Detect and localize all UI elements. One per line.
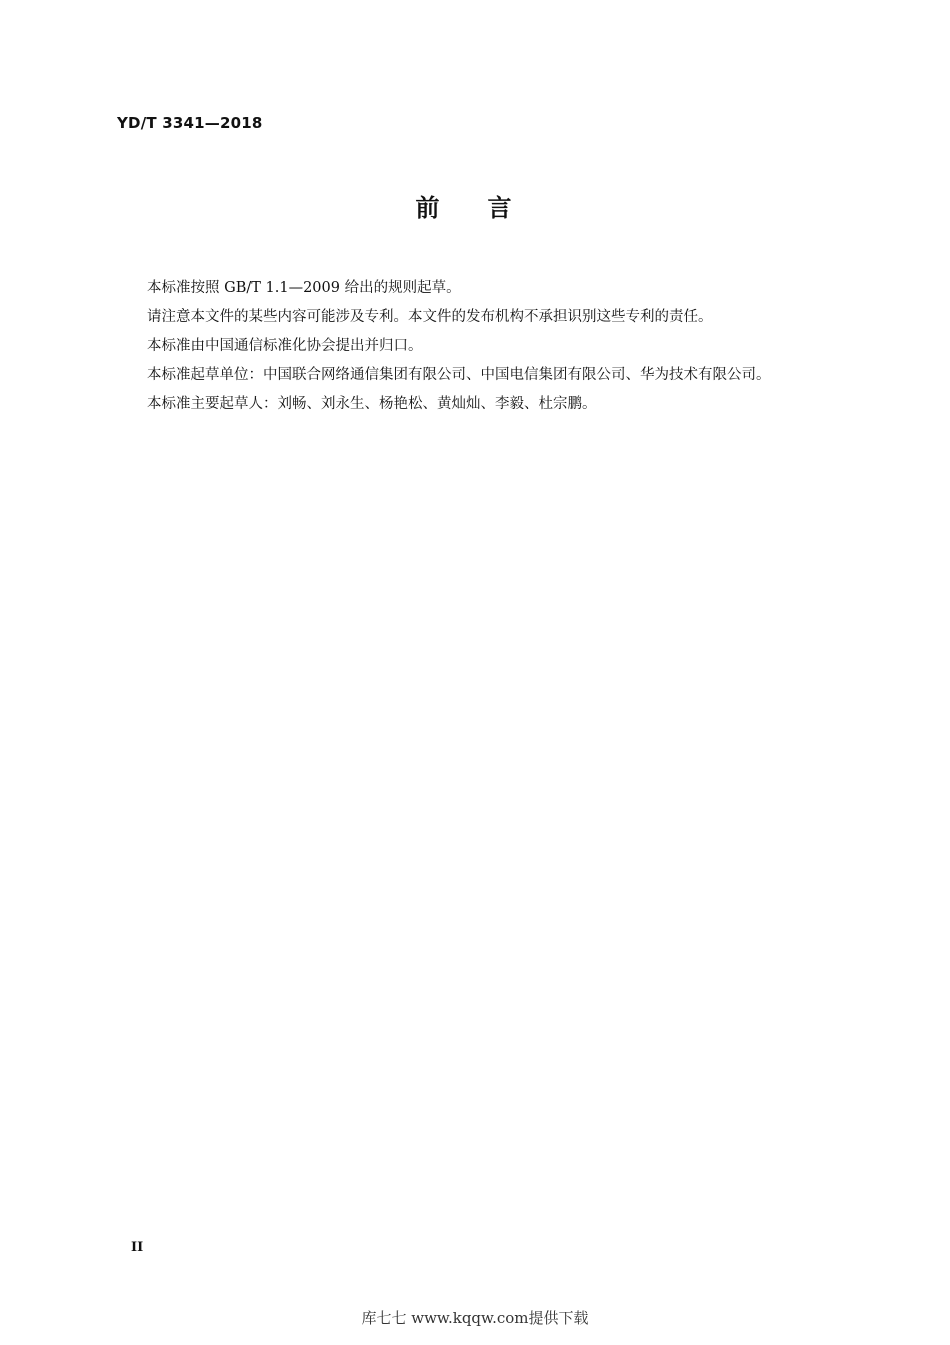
page-title: 前言 [415, 194, 560, 222]
page-number: II [131, 1240, 144, 1255]
paragraph-drafting-units: 本标准起草单位：中国联合网络通信集团有限公司、中国电信集团有限公司、华为技术有限公司。 [147, 367, 771, 383]
paragraph-proposer: 本标准由中国通信标准化协会提出并归口。 [147, 338, 423, 354]
download-watermark: 库七七 www.kqqw.com提供下载 [361, 1309, 589, 1327]
paragraph-patent-notice: 请注意本文件的某些内容可能涉及专利。本文件的发布机构不承担识别这些专利的责任。 [147, 309, 713, 325]
foreword-body [147, 274, 887, 419]
document-code: YD/T 3341—2018 [117, 114, 263, 132]
paragraph-drafting-rules: 本标准按照 GB/T 1.1—2009 给出的规则起草。 [147, 280, 461, 296]
paragraph-drafters: 本标准主要起草人：刘畅、刘永生、杨艳松、黄灿灿、李毅、杜宗鹏。 [147, 396, 597, 412]
